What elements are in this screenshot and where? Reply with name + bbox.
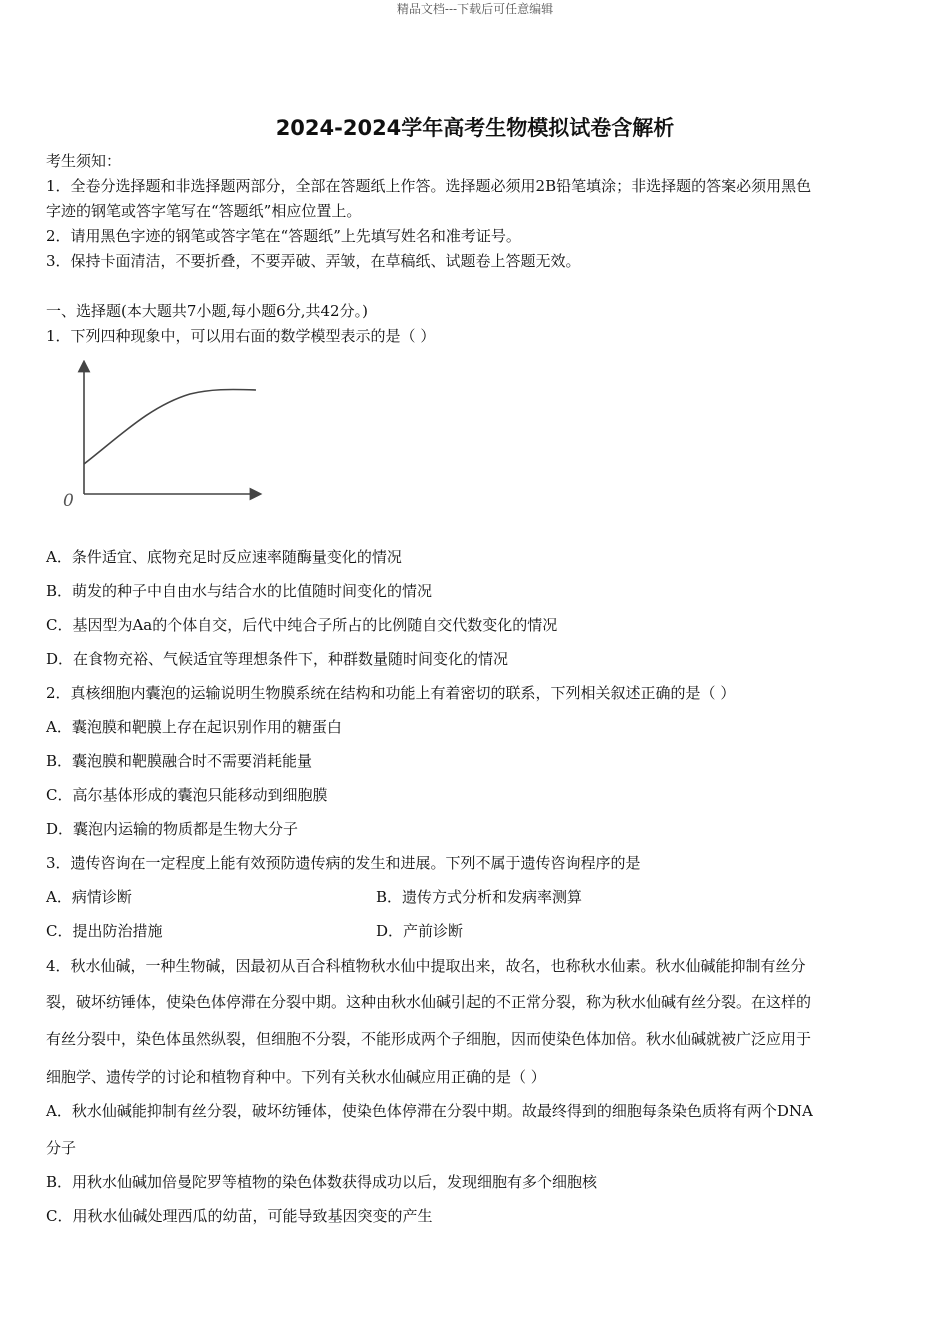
notice-item-2: 2．请用黑色字迹的钢笔或答字笔在“答题纸”上先填写姓名和准考证号。 <box>46 227 521 245</box>
q1-graph-svg <box>60 360 270 520</box>
notice-item-3: 3．保持卡面清洁，不要折叠，不要弄破、弄皱，在草稿纸、试题卷上答题无效。 <box>46 252 581 270</box>
q4-stem-line-3: 有丝分裂中，染色体虽然纵裂，但细胞不分裂，不能形成两个子细胞，因而使染色体加倍。秋水仙碱就被广泛应用于 <box>46 1030 812 1048</box>
q4-option-a-line-1: A．秋水仙碱能抑制有丝分裂，破坏纺锤体，使染色体停滞在分裂中期。故最终得到的细胞每条染色质将有两个DNA <box>46 1102 813 1120</box>
q3-option-b: B．遗传方式分析和发病率测算 <box>376 888 583 906</box>
q2-stem: 2．真核细胞内囊泡的运输说明生物膜系统在结构和功能上有着密切的联系，下列相关叙述正确的是（ ） <box>46 684 736 702</box>
q3-stem: 3．遗传咨询在一定程度上能有效预防遗传病的发生和进展。下列不属于遗传咨询程序的是 <box>46 854 641 872</box>
q3-option-c: C．提出防治措施 <box>46 922 163 940</box>
q1-option-c: C．基因型为Aa的个体自交，后代中纯合子所占的比例随自交代数变化的情况 <box>46 616 558 634</box>
q4-option-c: C．用秋水仙碱处理西瓜的幼苗，可能导致基因突变的产生 <box>46 1207 433 1225</box>
q1-curve <box>84 389 256 464</box>
q1-option-d: D．在食物充裕、气候适宜等理想条件下，种群数量随时间变化的情况 <box>46 650 509 668</box>
q1-stem: 1．下列四种现象中，可以用右面的数学模型表示的是（ ） <box>46 327 436 345</box>
notice-item-1-line-1: 1．全卷分选择题和非选择题两部分，全部在答题纸上作答。选择题必须用2B铅笔填涂；非选择题的答案必须用黑色 <box>46 177 812 195</box>
q4-stem-line-2: 裂，破坏纺锤体，使染色体停滞在分裂中期。这种由秋水仙碱引起的不正常分裂，称为秋水仙碱有丝分裂。在这样的 <box>46 993 812 1011</box>
notice-heading: 考生须知： <box>46 152 122 170</box>
q4-option-a-line-2: 分子 <box>46 1139 77 1157</box>
q3-option-d: D．产前诊断 <box>376 922 464 940</box>
q2-option-b: B．囊泡膜和靶膜融合时不需要消耗能量 <box>46 752 313 770</box>
q1-option-b: B．萌发的种子中自由水与结合水的比值随时间变化的情况 <box>46 582 433 600</box>
q1-math-model-graph <box>60 360 270 520</box>
page-title: 2024-2024学年高考生物模拟试卷含解析 <box>275 116 675 140</box>
q4-stem-line-1: 4．秋水仙碱，一种生物碱，因最初从百合科植物秋水仙中提取出来，故名，也称秋水仙素。秋水仙碱能抑制有丝分 <box>46 957 806 975</box>
q2-option-d: D．囊泡内运输的物质都是生物大分子 <box>46 820 299 838</box>
q3-option-a: A．病情诊断 <box>46 888 132 906</box>
section-heading: 一、选择题(本大题共7小题,每小题6分,共42分。) <box>46 302 368 320</box>
notice-item-1-line-2: 字迹的钢笔或答字笔写在“答题纸”相应位置上。 <box>46 202 362 220</box>
q4-option-b: B．用秋水仙碱加倍曼陀罗等植物的染色体数获得成功以后，发现细胞有多个细胞核 <box>46 1173 598 1191</box>
q2-option-a: A．囊泡膜和靶膜上存在起识别作用的糖蛋白 <box>46 718 342 736</box>
q1-origin-label: 0 <box>63 491 74 511</box>
q2-option-c: C．高尔基体形成的囊泡只能移动到细胞膜 <box>46 786 328 804</box>
q4-stem-line-4: 细胞学、遗传学的讨论和植物育种中。下列有关秋水仙碱应用正确的是（ ） <box>46 1068 546 1086</box>
q1-option-a: A．条件适宜、底物充足时反应速率随酶量变化的情况 <box>46 548 402 566</box>
page-header-note: 精品文档---下载后可任意编辑 <box>396 2 554 16</box>
